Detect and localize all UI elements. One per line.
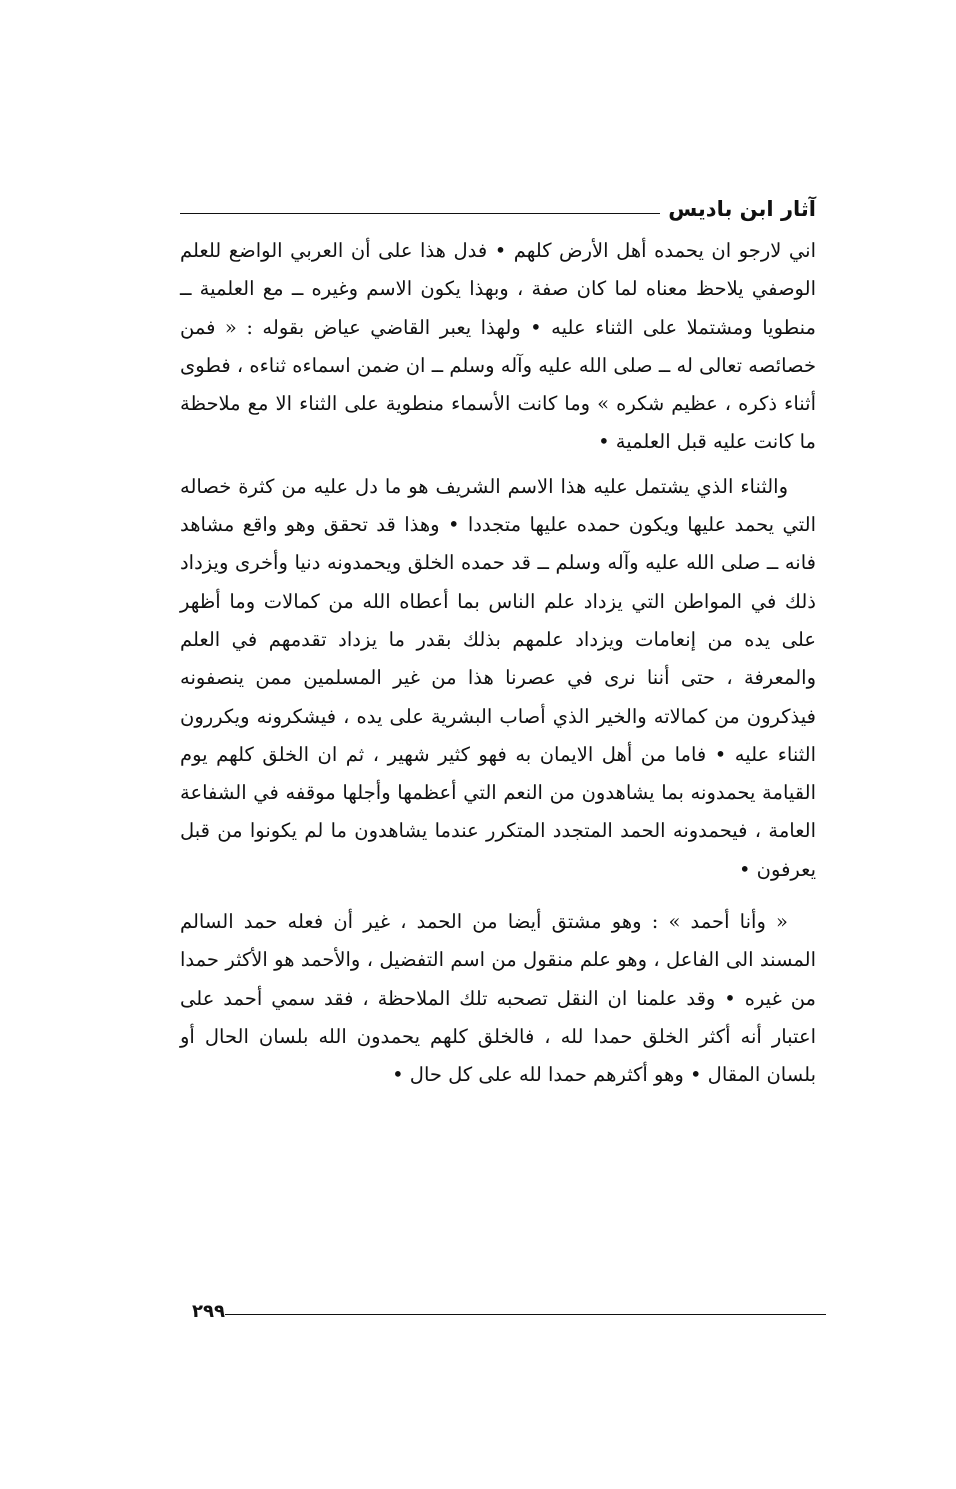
footer-rule bbox=[225, 1314, 826, 1315]
header-rule bbox=[180, 213, 660, 214]
running-header bbox=[180, 182, 816, 222]
book-title: آثار ابن باديس bbox=[668, 197, 816, 221]
paragraph-2: والثناء الذي يشتمل عليه هذا الاسم الشريف هو ما دل عليه من كثرة خصاله التي يحمد عليها ويكون حمده عليها متجددا • وهذا قد تحقق وهو واقع مشاهد فانه ــ صلى الله عليه وآله وسلم ــ قد حمده الخلق ويحمدونه دنيا وأخرى ويزداد ذلك في المواطن التي يزداد علم الناس بما أعطاه الله من كمالات وما أظهر على يده من إنعامات ويزداد علمهم بذلك بقدر ما يزداد تقدمهم في العلم والمعرفة ، حتى أننا نرى في عصرنا هذا من غير المسلمين ممن ينصفونه فيذكرون من كمالاته والخير الذي أصاب البشرية على يده ، فيشكرونه ويكررون الثناء عليه • فاما من أهل الايمان به فهو كثير شهير ، ثم ان الخلق كلهم يوم القيامة يحمدونه بما يشاهدون من النعم التي أعظمها وأجلها موقفه في الشفاعة العامة ، فيحمدونه الحمد المتجدد المتكرر عندما يشاهدون ما لم يكونوا من قبل يعرفون • bbox=[180, 474, 816, 881]
paragraph-3: « وأنا أحمد » : وهو مشتق أيضا من الحمد ، غير أن فعله حمد السالم المسند الى الفاعل ، وهو علم منقول من اسم التفضيل ، والأحمد هو الأكثر حمدا من غيره • وقد علمنا ان النقل تصحبه تلك الملاحظة ، فقد سمي أحمد على اعتبار أنه أكثر الخلق حمدا لله ، فالخلق كلهم يحمدون الله بلسان الحال أو بلسان المقال • وهو أكثرهم حمدا لله على كل حال • bbox=[180, 910, 816, 1087]
page-number: ٢٩٩ bbox=[192, 1301, 225, 1322]
page-footer bbox=[180, 1293, 826, 1323]
paragraph-1: اني لارجو ان يحمده أهل الأرض كلهم • فدل هذا على أن العربي الواضع للعلم الوصفي يلاحظ معناه لما كان صفة ، وبهذا يكون الاسم وغيره ــ مع العلمية ــ منطويا ومشتملا على الثناء عليه • ولهذا يعبر القاضي عياض بقوله : « فمن خصائصه تعالى له ــ صلى الله عليه وآله وسلم ــ ان ضمن اسماءه ثناءه ، فطوى أثناء ذكره ، عظيم شكره » وما كانت الأسماء منطوية على الثناء الا مع ملاحظة ما كانت عليه قبل العلمية • bbox=[180, 239, 816, 454]
main-text bbox=[180, 232, 816, 1095]
